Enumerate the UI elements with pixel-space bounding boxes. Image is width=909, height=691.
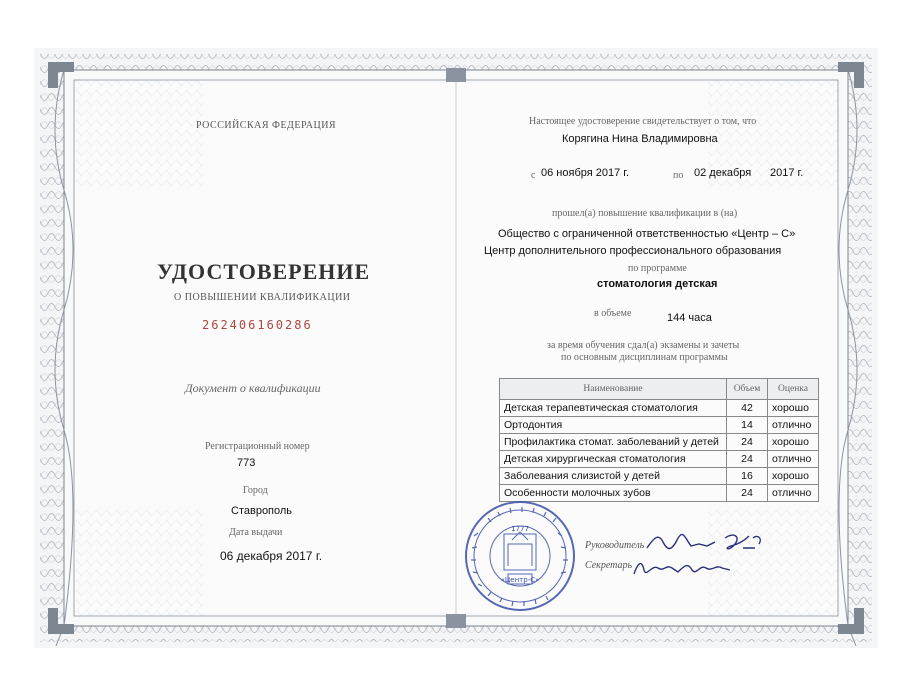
registration-number: 773 (237, 457, 256, 469)
stamp-year: 1777 (511, 525, 529, 533)
discipline-grade: отлично (768, 451, 819, 468)
discipline-name: Особенности молочных зубов (500, 485, 727, 502)
program-name: стоматология детская (597, 278, 718, 290)
volume-label: в объеме (594, 308, 632, 319)
holder-name: Корягина Нина Владимировна (562, 133, 718, 145)
organization-line-1: Общество с ограниченной ответственностью «Центр – С» (498, 228, 796, 240)
discipline-name: Детская хирургическая стоматология (500, 451, 727, 468)
city-label: Город (243, 485, 268, 496)
header-grade: Оценка (768, 379, 819, 400)
official-stamp (458, 496, 588, 616)
discipline-volume: 16 (727, 468, 768, 485)
discipline-grade: хорошо (768, 468, 819, 485)
discipline-volume: 24 (727, 434, 768, 451)
stamp-center-text: «Центр-С» (500, 576, 540, 584)
from-prefix: с (531, 170, 536, 181)
registration-label: Регистрационный номер (205, 441, 310, 452)
discipline-volume: 24 (727, 451, 768, 468)
table-row (500, 468, 819, 485)
discipline-volume: 42 (727, 400, 768, 417)
header-volume: Объем (727, 379, 768, 400)
table-row (500, 451, 819, 468)
discipline-name: Ортодонтия (500, 417, 727, 434)
from-date: 06 ноября 2017 г. (541, 167, 629, 179)
discipline-name: Детская терапевтическая стоматология (500, 400, 727, 417)
issue-date-value: 06 декабря 2017 г. (220, 549, 323, 563)
discipline-volume: 24 (727, 485, 768, 502)
document-title: УДОСТОВЕРЕНИЕ (157, 259, 371, 284)
exams-line-2: по основным дисциплинам программы (561, 352, 728, 363)
to-prefix: по (673, 170, 684, 181)
city-value: Ставрополь (231, 505, 293, 517)
table-row (500, 400, 819, 417)
decorative-frame (34, 48, 878, 648)
organization-line-2: Центр дополнительного профессионального образования (484, 245, 782, 257)
passed-text: прошел(а) повышение квалификации в (на) (552, 208, 738, 219)
to-date-year: 2017 г. (770, 167, 804, 179)
to-date-day: 02 декабря (694, 167, 752, 179)
program-label: по программе (628, 263, 687, 274)
discipline-volume: 14 (727, 417, 768, 434)
discipline-name: Заболевания слизистой у детей (500, 468, 727, 485)
country-label: РОССИЙСКАЯ ФЕДЕРАЦИЯ (196, 120, 337, 131)
exams-line-1: за время обучения сдал(а) экзамены и зачеты (547, 340, 740, 351)
discipline-grade: отлично (768, 417, 819, 434)
table-header-row (500, 379, 819, 400)
document-subtitle: О ПОВЫШЕНИИ КВАЛИФИКАЦИИ (174, 292, 351, 303)
volume-value: 144 часа (667, 312, 712, 324)
table-row (500, 417, 819, 434)
secretary-signature (630, 556, 740, 580)
header-name: Наименование (500, 379, 727, 400)
head-signature (645, 530, 765, 556)
document-type: Документ о квалификации (185, 381, 321, 395)
table-row (500, 434, 819, 451)
intro-text: Настоящее удостоверение свидетельствует о том, что (529, 116, 757, 127)
disciplines-table (499, 378, 819, 502)
head-label: Руководитель (585, 540, 645, 551)
discipline-grade: хорошо (768, 400, 819, 417)
issue-date-label: Дата выдачи (229, 527, 283, 538)
serial-number: 262406160286 (202, 318, 313, 332)
secretary-label: Секретарь (585, 560, 633, 571)
certificate-page (34, 48, 878, 648)
discipline-grade: отлично (768, 485, 819, 502)
discipline-name: Профилактика стомат. заболеваний у детей (500, 434, 727, 451)
discipline-grade: хорошо (768, 434, 819, 451)
